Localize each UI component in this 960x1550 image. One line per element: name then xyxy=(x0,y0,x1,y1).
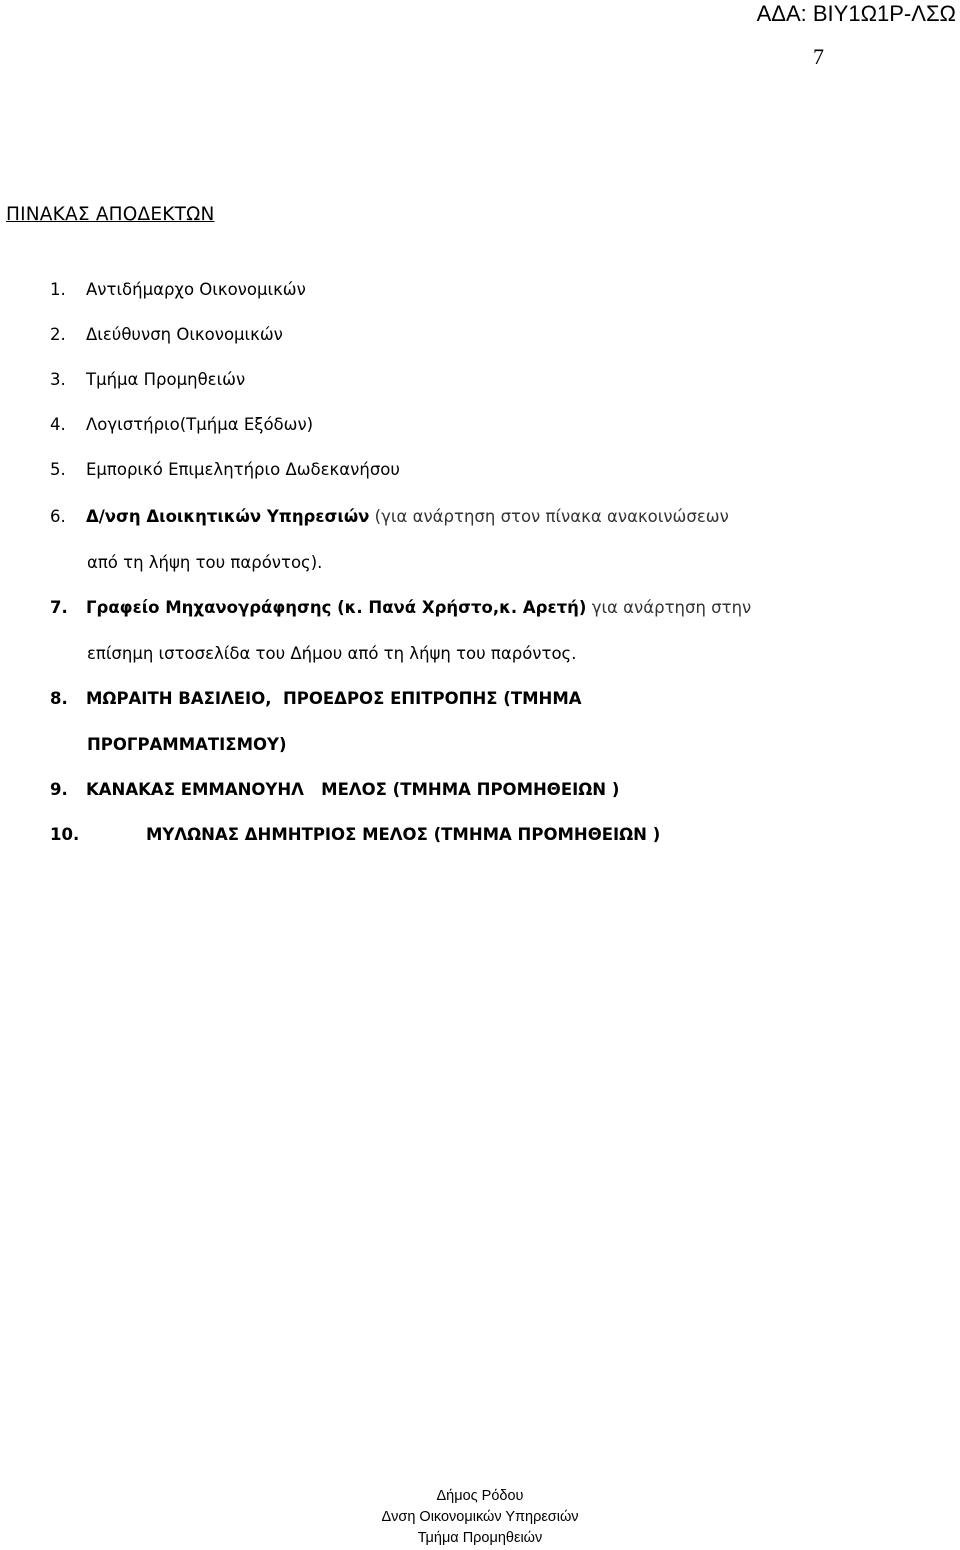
footer-directorate: Δνση Οικονομικών Υπηρεσιών xyxy=(381,1509,579,1525)
list-item-continuation: από τη λήψη του παρόντος). xyxy=(87,553,323,572)
list-item-text: Λογιστήριο(Τμήμα Εξόδων) xyxy=(86,415,314,434)
list-item xyxy=(50,325,283,344)
list-item-number: 10. xyxy=(50,825,80,844)
list-item xyxy=(50,780,619,799)
list-item xyxy=(50,507,729,526)
footer-municipality: Δήμος Ρόδου xyxy=(436,1488,524,1504)
list-item-number: 6. xyxy=(50,507,66,526)
list-item-text: Εμπορικό Επιμελητήριο Δωδεκανήσου xyxy=(86,460,400,479)
list-item-bold-text: Γραφείο Μηχανογράφησης (κ. Πανά Χρήστο,κ. Αρετή) xyxy=(86,598,587,617)
list-item-number: 2. xyxy=(50,325,66,344)
list-item-number: 8. xyxy=(50,689,68,708)
list-item-number: 7. xyxy=(50,598,68,617)
ada-code: ΑΔΑ: ΒΙΥ1Ω1Ρ-ΛΣΩ xyxy=(756,1,956,26)
list-item xyxy=(50,825,660,844)
list-item-bold-text: ΜΥΛΩΝΑΣ ΔΗΜΗΤΡΙΟΣ ΜΕΛΟΣ (ΤΜΗΜΑ ΠΡΟΜΗΘΕΙΩΝ ) xyxy=(146,825,661,844)
list-item-number: 1. xyxy=(50,280,66,299)
page-title: ΠΙΝΑΚΑΣ ΑΠΟΔΕΚΤΩΝ xyxy=(6,204,215,225)
list-item xyxy=(50,415,313,434)
list-item xyxy=(50,370,245,389)
list-item-text: για ανάρτηση στην xyxy=(586,598,752,617)
page-number: 7 xyxy=(813,44,824,69)
list-item-text: Διεύθυνση Οικονομικών xyxy=(86,325,283,344)
list-item-number: 9. xyxy=(50,780,68,799)
list-item-bold-text: ΚΑΝΑΚΑΣ ΕΜΜΑΝΟΥΗΛ ΜΕΛΟΣ (ΤΜΗΜΑ ΠΡΟΜΗΘΕΙΩΝ ) xyxy=(86,780,620,799)
list-item-text: Τμήμα Προμηθειών xyxy=(86,370,246,389)
list-item-continuation: ΠΡΟΓΡΑΜΜΑΤΙΣΜΟΥ) xyxy=(87,735,287,754)
list-item-bold-text: ΜΩΡΑΙΤΗ ΒΑΣΙΛΕΙΟ, ΠΡΟΕΔΡΟΣ ΕΠΙΤΡΟΠΗΣ (ΤΜΗΜΑ xyxy=(86,689,582,708)
list-item-bold-text: Δ/νση Διοικητικών Υπηρεσιών xyxy=(86,507,370,526)
list-item-number: 4. xyxy=(50,415,66,434)
list-item-number: 5. xyxy=(50,460,66,479)
footer-department: Τμήμα Προμηθειών xyxy=(417,1530,543,1546)
list-item-text: Αντιδήμαρχο Οικονομικών xyxy=(86,280,306,299)
list-item xyxy=(50,598,751,617)
list-item-number: 3. xyxy=(50,370,66,389)
list-item xyxy=(50,280,306,299)
footer xyxy=(0,1486,960,1549)
list-item-text: (για ανάρτηση στον πίνακα ανακοινώσεων xyxy=(369,507,729,526)
list-item xyxy=(50,460,400,479)
list-item-continuation: επίσημη ιστοσελίδα του Δήμου από τη λήψη του παρόντος. xyxy=(87,644,577,663)
list-item xyxy=(50,689,582,708)
